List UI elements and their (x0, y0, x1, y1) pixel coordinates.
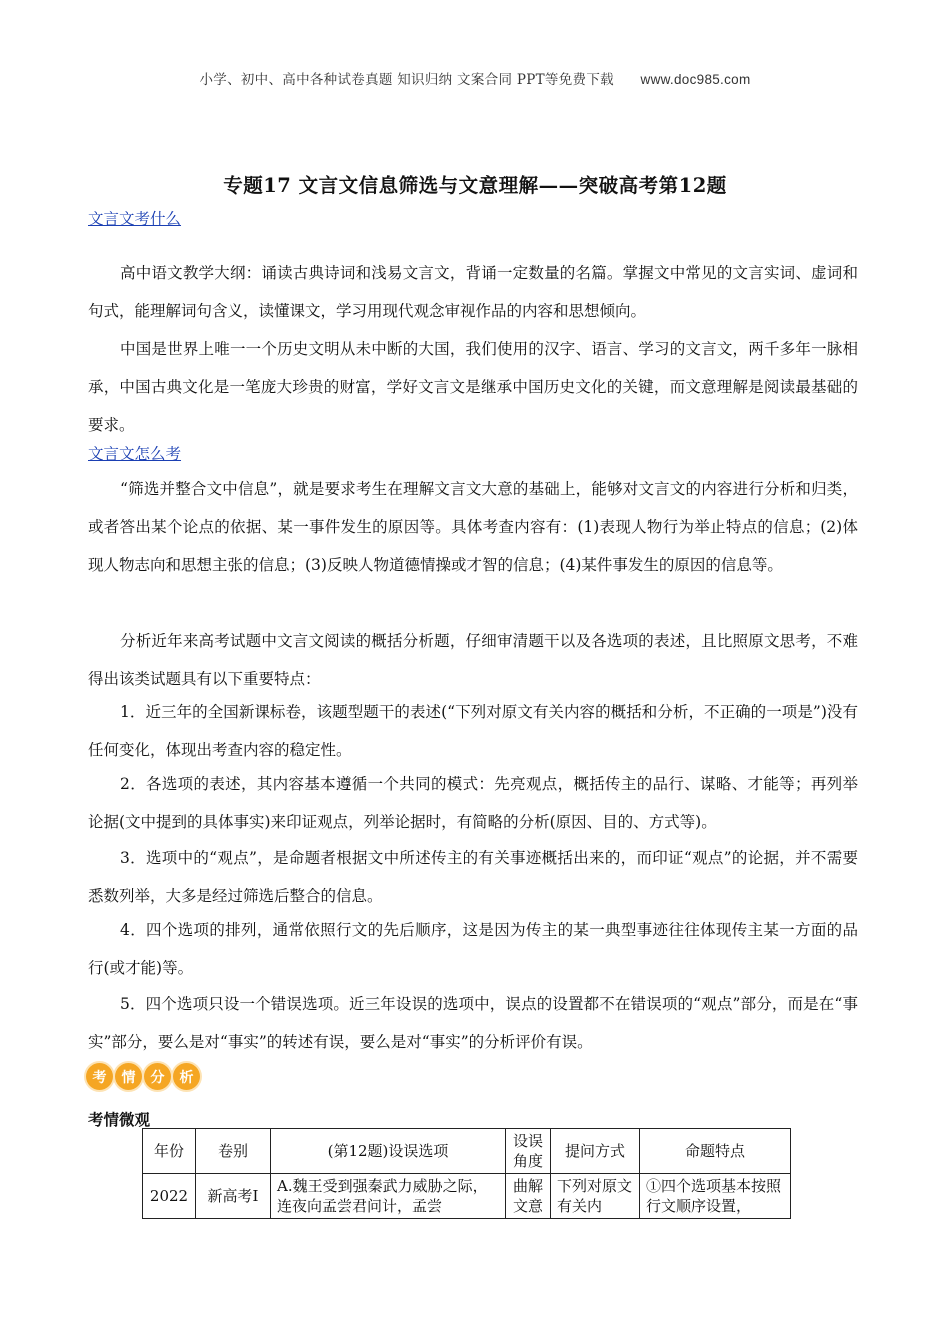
paragraph-point-2: 2．各选项的表述，其内容基本遵循一个共同的模式：先亮观点，概括传主的品行、谋略、才能等；再列举论据(文中提到的具体事实)来印证观点，列举论据时，有简略的分析(原因、目的、方式等)。 (88, 775, 858, 831)
header-cell: 年份 (143, 1129, 196, 1174)
cell-feature: ①四个选项基本按照行文顺序设置， (640, 1174, 791, 1219)
section-link-how[interactable]: 文言文怎么考 (88, 445, 182, 463)
page-header (0, 68, 950, 88)
paragraph-point-1: 1．近三年的全国新课标卷，该题型题干的表述(“下列对原文有关内容的概括和分析，不正确的一项是”)没有任何变化，体现出考查内容的稳定性。 (88, 703, 858, 759)
header-cell: 提问方式 (551, 1129, 640, 1174)
exam-analysis-badge (86, 1063, 200, 1093)
header-cell: (第12题)设误选项 (271, 1129, 506, 1174)
header-cell: 命题特点 (640, 1129, 791, 1174)
cell-year: 2022 (143, 1174, 196, 1219)
badge-char: 分 (144, 1063, 171, 1090)
header-site-link[interactable]: www.doc985.com (640, 72, 751, 87)
paragraph-screening: “筛选并整合文中信息”，就是要求考生在理解文言文大意的基础上，能够对文言文的内容进行分析和归类，或者答出某个论点的依据、某一事件发生的原因等。具体考查内容有：(1)表现人物行为举止特点的信息；(2)体现人物志向和思想主张的信息；(3)反映人物道德情操或才智的信息；(4)某件事发生的原因的信息等。 (88, 480, 858, 574)
section-subheading: 考情微观 (88, 1110, 151, 1129)
paragraph-analysis: 分析近年来高考试题中文言文阅读的概括分析题，仔细审清题干以及各选项的表述，且比照原文思考，不难得出该类试题具有以下重要特点： (88, 632, 858, 688)
cell-angle: 曲解文意 (506, 1174, 551, 1219)
section-link-what[interactable]: 文言文考什么 (88, 210, 182, 228)
page-title: 专题17 文言文信息筛选与文意理解——突破高考第12题 (223, 174, 727, 197)
header-cell: 设误角度 (506, 1129, 551, 1174)
table-row (143, 1174, 791, 1219)
paragraph-syllabus: 高中语文教学大纲：诵读古典诗词和浅易文言文，背诵一定数量的名篇。掌握文中常见的文言实词、虚词和句式，能理解词句含义，读懂课文，学习用现代观念审视作品的内容和思想倾向。 (88, 264, 858, 320)
badge-char: 情 (115, 1063, 142, 1090)
table-header-row (143, 1129, 791, 1174)
header-cell: 卷别 (196, 1129, 271, 1174)
header-text: 小学、初中、高中各种试卷真题 知识归纳 文案合同 PPT等免费下载 (199, 72, 614, 88)
paragraph-point-3: 3．选项中的“观点”，是命题者根据文中所述传主的有关事迹概括出来的，而印证“观点”的论据，并不需要悉数列举，大多是经过筛选后整合的信息。 (88, 849, 858, 905)
cell-option: A.魏王受到强秦武力威胁之际，连夜向孟尝君问计，孟尝 (271, 1174, 506, 1219)
cell-question: 下列对原文有关内 (551, 1174, 640, 1219)
paragraph-point-4: 4．四个选项的排列，通常依照行文的先后顺序，这是因为传主的某一典型事迹往往体现传主某一方面的品行(或才能)等。 (88, 921, 858, 977)
cell-paper: 新高考Ⅰ (196, 1174, 271, 1219)
paragraph-point-5: 5．四个选项只设一个错误选项。近三年设误的选项中，误点的设置都不在错误项的“观点”部分，而是在“事实”部分，要么是对“事实”的转述有误，要么是对“事实”的分析评价有误。 (88, 995, 858, 1051)
exam-table (142, 1128, 791, 1219)
badge-char: 析 (173, 1063, 200, 1090)
paragraph-history: 中国是世界上唯一一个历史文明从未中断的大国，我们使用的汉字、语言、学习的文言文，两千多年一脉相承，中国古典文化是一笔庞大珍贵的财富，学好文言文是继承中国历史文化的关键，而文意理解是阅读最基础的要求。 (88, 340, 858, 434)
badge-char: 考 (86, 1063, 113, 1090)
